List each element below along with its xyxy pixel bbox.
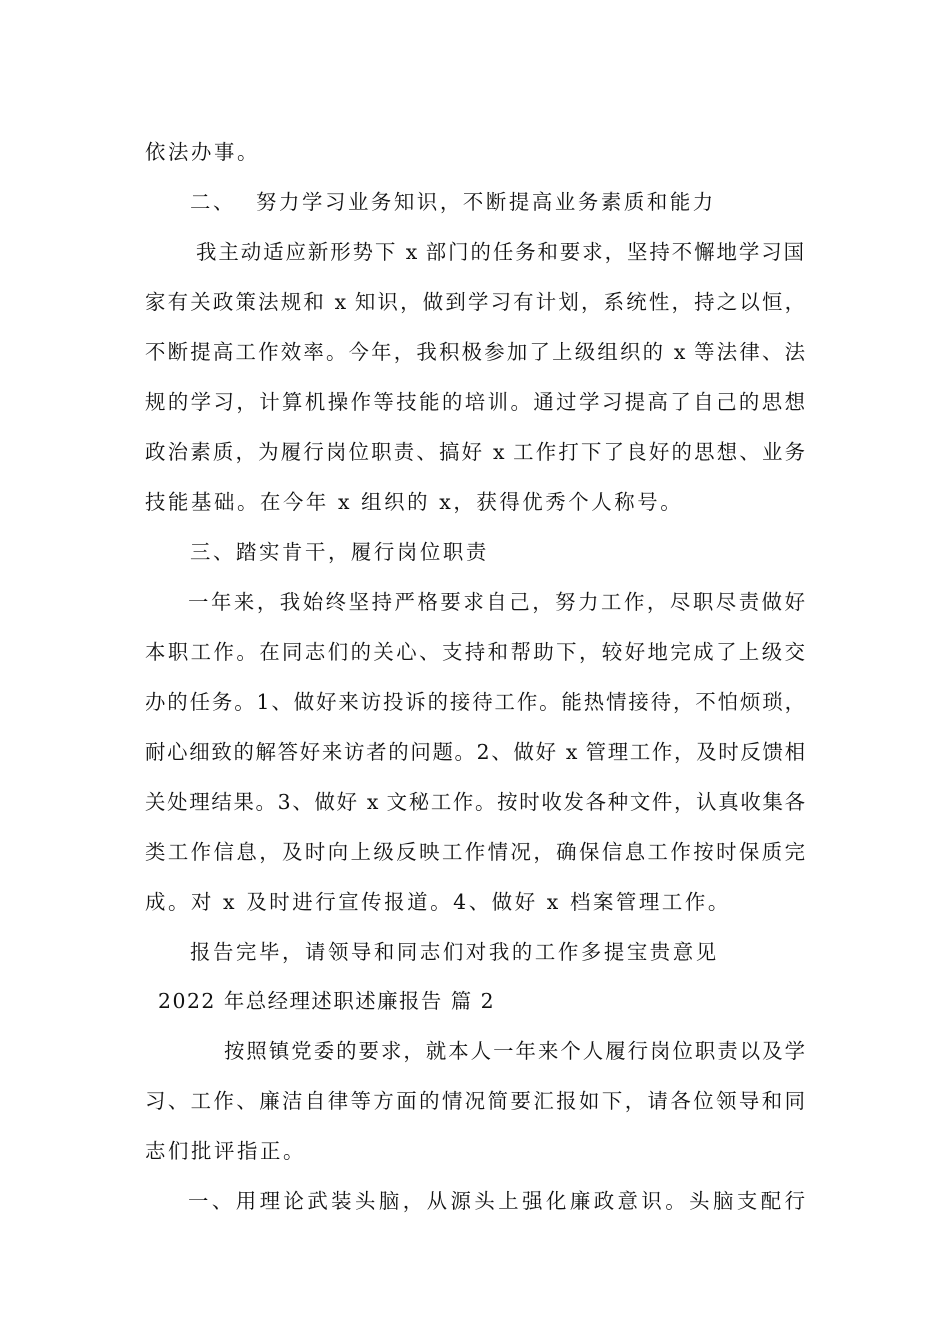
paragraph-line: 耐心细致的解答好来访者的问题。2、做好 x 管理工作，及时反馈相 (145, 740, 805, 764)
section-heading-2 (190, 189, 716, 215)
paragraph-line: 我主动适应新形势下 x 部门的任务和要求，坚持不懈地学习国 (196, 240, 804, 264)
section-heading-1: 一、用理论武装头脑，从源头上强化廉政意识。头脑支配行 (188, 1189, 805, 1213)
paragraph-line: 成。对 x 及时进行宣传报道。4、做好 x 档案管理工作。 (145, 890, 731, 914)
heading-text: 努力学习业务知识，不断提高业务素质和能力 (255, 190, 716, 214)
report-title: 2022 年总经理述职述廉报告 篇 2 (158, 989, 496, 1013)
paragraph-line: 一年来，我始终坚持严格要求自己，努力工作，尽职尽责做好 (188, 590, 805, 614)
paragraph-line: 办的任务。1、做好来访投诉的接待工作。能热情接待，不怕烦琐， (145, 690, 805, 714)
paragraph-line: 技能基础。在今年 x 组织的 x，获得优秀个人称号。 (145, 490, 684, 514)
closing-line: 报告完毕，请领导和同志们对我的工作多提宝贵意见 (190, 940, 719, 964)
paragraph-line: 本职工作。在同志们的关心、支持和帮助下，较好地完成了上级交 (145, 640, 805, 664)
paragraph-line: 关处理结果。3、做好 x 文秘工作。按时收发各种文件，认真收集各 (145, 790, 805, 814)
paragraph-line: 习、工作、廉洁自律等方面的情况简要汇报如下，请各位领导和同 (145, 1089, 805, 1113)
paragraph-line: 规的学习，计算机操作等技能的培训。通过学习提高了自己的思想 (145, 390, 805, 414)
paragraph-line: 家有关政策法规和 x 知识，做到学习有计划，系统性，持之以恒， (145, 290, 805, 314)
section-heading-3: 三、踏实肯干，履行岗位职责 (190, 540, 489, 564)
paragraph-line: 不断提高工作效率。今年，我积极参加了上级组织的 x 等法律、法 (145, 340, 805, 364)
paragraph-line: 政治素质，为履行岗位职责、搞好 x 工作打下了良好的思想、业务 (145, 440, 805, 464)
text-line: 依法办事。 (145, 140, 260, 164)
heading-number: 二、 (190, 190, 236, 214)
paragraph-line: 类工作信息，及时向上级反映工作情况，确保信息工作按时保质完 (145, 840, 805, 864)
paragraph-line: 按照镇党委的要求，就本人一年来个人履行岗位职责以及学 (224, 1039, 805, 1063)
paragraph-line: 志们批评指正。 (145, 1139, 306, 1163)
